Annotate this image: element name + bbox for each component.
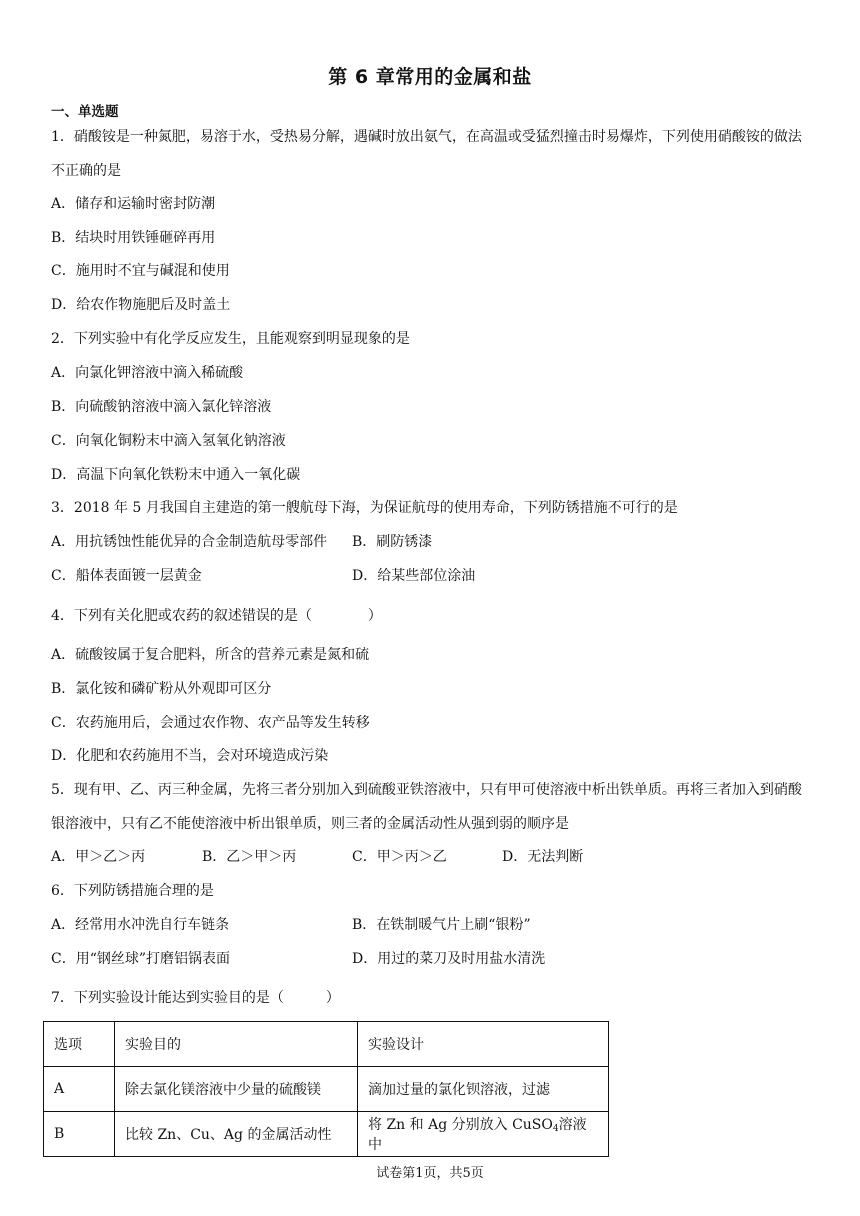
table-header-design: 实验设计 [358,1022,609,1067]
question-1-stem: 1．硝酸铵是一种氮肥，易溶于水，受热易分解，遇碱时放出氨气，在高温或受猛烈撞击时易爆炸，下列使用硝酸铵的做法不正确的是 [51,129,802,179]
table-row [44,1067,609,1112]
question-7-stem: 7．下列实验设计能达到实验目的是（ ） [51,990,340,1006]
question-4-option-b: B．氯化铵和磷矿粉从外观即可区分 [51,681,272,697]
design-text-part-2: 溶液中 [368,1117,587,1153]
question-2-option-c: C．向氧化铜粉末中滴入氢氧化钠溶液 [51,433,286,449]
table-cell-design: 滴加过量的氯化钡溶液，过滤 [358,1067,609,1112]
section-heading: 一、单选题 [51,104,119,120]
table-header-option: 选项 [44,1022,115,1067]
table-row [44,1112,609,1157]
question-6-stem: 6．下列防锈措施合理的是 [51,883,214,899]
question-2-stem: 2．下列实验中有化学反应发生，且能观察到明显现象的是 [51,331,410,347]
question-2-option-d: D．高温下向氧化铁粉末中通入一氧化碳 [51,467,301,483]
design-text-subscript: 4 [552,1124,559,1134]
question-1-option-b: B．结块时用铁锤砸碎再用 [51,230,216,246]
experiment-table [43,1021,609,1157]
question-6-option-c: C．用“钢丝球”打磨铝锅表面 [51,951,231,967]
question-4-option-a: A．硫酸铵属于复合肥料，所含的营养元素是氮和硫 [51,647,370,663]
table-header-row [44,1022,609,1067]
table-cell-option: B [44,1112,115,1157]
question-2-option-b: B．向硫酸钠溶液中滴入氯化锌溶液 [51,399,272,415]
question-4-option-d: D．化肥和农药施用不当，会对环境造成污染 [51,748,329,764]
question-3-stem: 3．2018 年 5 月我国自主建造的第一艘航母下海，为保证航母的使用寿命，下列防锈措施不可行的是 [51,500,678,516]
table-cell-purpose: 除去氯化镁溶液中少量的硫酸镁 [115,1067,358,1112]
question-3-option-a: A．用抗锈蚀性能优异的合金制造航母零部件 [51,534,328,550]
question-5-option-a: A．甲＞乙＞丙 [51,849,146,865]
page-footer: 试卷第1页，共5页 [376,1166,484,1181]
question-6-option-a: A．经常用水冲洗自行车链条 [51,917,230,933]
table-cell-option: A [44,1067,115,1112]
question-1-option-d: D．给农作物施肥后及时盖土 [51,297,231,313]
table-cell-design [358,1112,609,1157]
question-5-option-b: B．乙＞甲＞丙 [202,849,297,865]
table-header-purpose: 实验目的 [115,1022,358,1067]
question-6-option-d: D．用过的菜刀及时用盐水清洗 [352,951,546,967]
question-5-stem: 5．现有甲、乙、丙三种金属，先将三者分别加入到硫酸亚铁溶液中，只有甲可使溶液中析出铁单质。再将三者加入到硝酸银溶液中，只有乙不能使溶液中析出银单质，则三者的金属活动性从强到弱的顺序是 [51,782,802,832]
question-5-option-c: C．甲＞丙＞乙 [352,849,447,865]
question-3-option-d: D．给某些部位涂油 [352,568,476,584]
question-5-option-d: D．无法判断 [502,849,584,865]
question-4-option-c: C．农药施用后，会通过农作物、农产品等发生转移 [51,715,370,731]
question-6-option-b: B．在铁制暖气片上刷“银粉” [352,917,531,933]
question-3-option-c: C．船体表面镀一层黄金 [51,568,202,584]
question-4-stem: 4．下列有关化肥或农药的叙述错误的是（ ） [51,608,382,624]
question-1-option-a: A．储存和运输时密封防潮 [51,196,216,212]
question-2-option-a: A．向氯化钾溶液中滴入稀硫酸 [51,365,244,381]
question-1-option-c: C．施用时不宜与碱混和使用 [51,263,230,279]
page-title: 第 6 章常用的金属和盐 [328,66,532,88]
table-cell-purpose: 比较 Zn、Cu、Ag 的金属活动性 [115,1112,358,1157]
question-3-option-b: B．刷防锈漆 [352,534,433,550]
design-text-part-1: 将 Zn 和 Ag 分别放入 CuSO [368,1117,553,1133]
